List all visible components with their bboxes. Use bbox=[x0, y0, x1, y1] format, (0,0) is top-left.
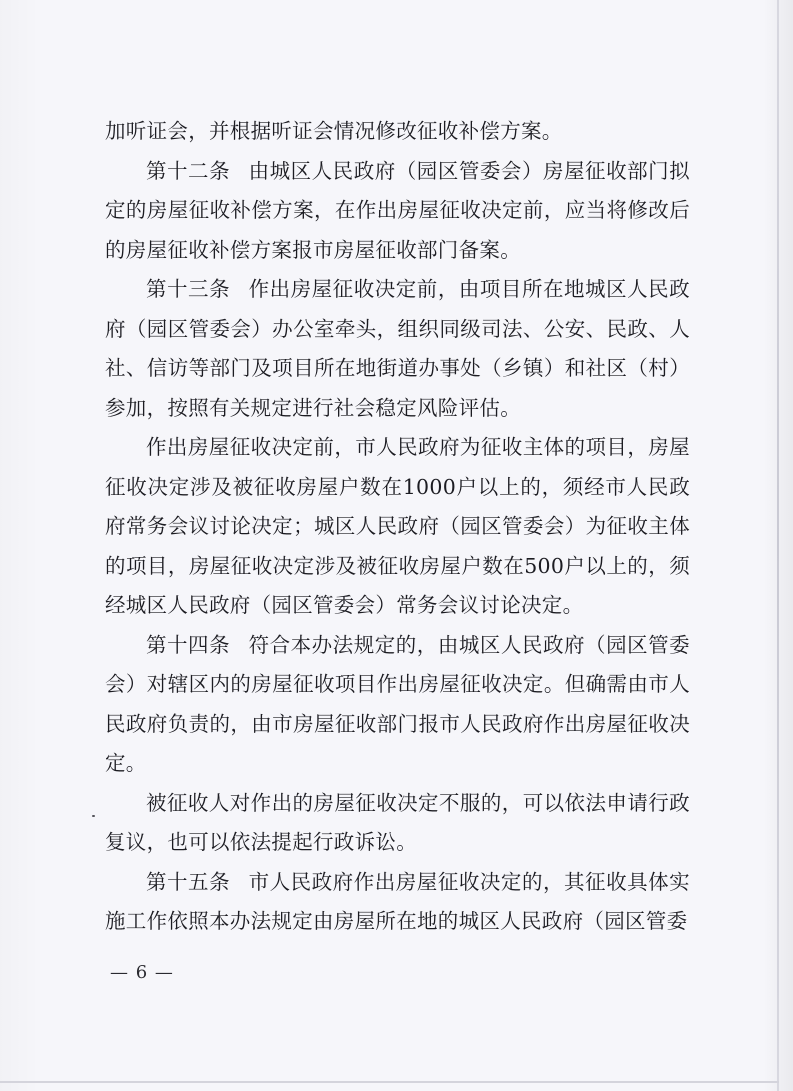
article-label: 第十二条 bbox=[146, 158, 231, 183]
paragraph-text: 由城区人民政府（园区管委会）房屋征收部门拟定的房屋征收补偿方案，在作出房屋征收决定前，应当将修改后的房屋征收补偿方案报市房屋征收部门备案。 bbox=[105, 158, 690, 262]
paragraph-text: 作出房屋征收决定前，由项目所在地城区人民政府（园区管委会）办公室牵头，组织同级司法、公安、民政、人社、信访等部门及项目所在地街道办事处（乡镇）和社区（村）参加，按照有关规定进行社会稳定风险评估。 bbox=[105, 277, 690, 420]
paragraph-article-15 bbox=[105, 863, 690, 942]
scan-speck bbox=[92, 815, 95, 817]
paragraph-1 bbox=[105, 112, 690, 152]
document-body bbox=[105, 112, 690, 942]
paragraph-text: 符合本办法规定的，由城区人民政府（园区管委会）对辖区内的房屋征收项目作出房屋征收决定。但确需由市人民政府负责的，由市房屋征收部门报市人民政府作出房屋征收决定。 bbox=[105, 632, 690, 775]
paragraph-4 bbox=[105, 428, 690, 626]
paragraph-article-13 bbox=[105, 270, 690, 428]
paragraph-text: 市人民政府作出房屋征收决定的，其征收具体实施工作依照本办法规定由房屋所在地的城区人民政府（园区管委 bbox=[105, 869, 690, 933]
paragraph-text: 加听证会，并根据听证会情况修改征收补偿方案。 bbox=[105, 119, 563, 143]
page-edge-bottom bbox=[0, 1081, 779, 1083]
article-label: 第十五条 bbox=[146, 869, 231, 894]
paragraph-article-12 bbox=[105, 152, 690, 271]
paragraph-text: 被征收人对作出的房屋征收决定不服的，可以依法申请行政复议，也可以依法提起行政诉讼。 bbox=[105, 790, 690, 854]
article-label: 第十四条 bbox=[146, 632, 231, 657]
paragraph-text: 作出房屋征收决定前，市人民政府为征收主体的项目，房屋征收决定涉及被征收房屋户数在1000户以上的，须经市人民政府常务会议讨论决定；城区人民政府（园区管委会）为征收主体的项目，房屋征收决定涉及被征收房屋户数在500户以上的，须经城区人民政府（园区管委会）常务会议讨论决定。 bbox=[105, 435, 690, 617]
page-edge-right bbox=[777, 0, 779, 1091]
paragraph-article-14 bbox=[105, 626, 690, 784]
article-label: 第十三条 bbox=[146, 277, 231, 301]
page-number: — 6 — bbox=[110, 962, 174, 983]
paragraph-6 bbox=[105, 784, 690, 863]
